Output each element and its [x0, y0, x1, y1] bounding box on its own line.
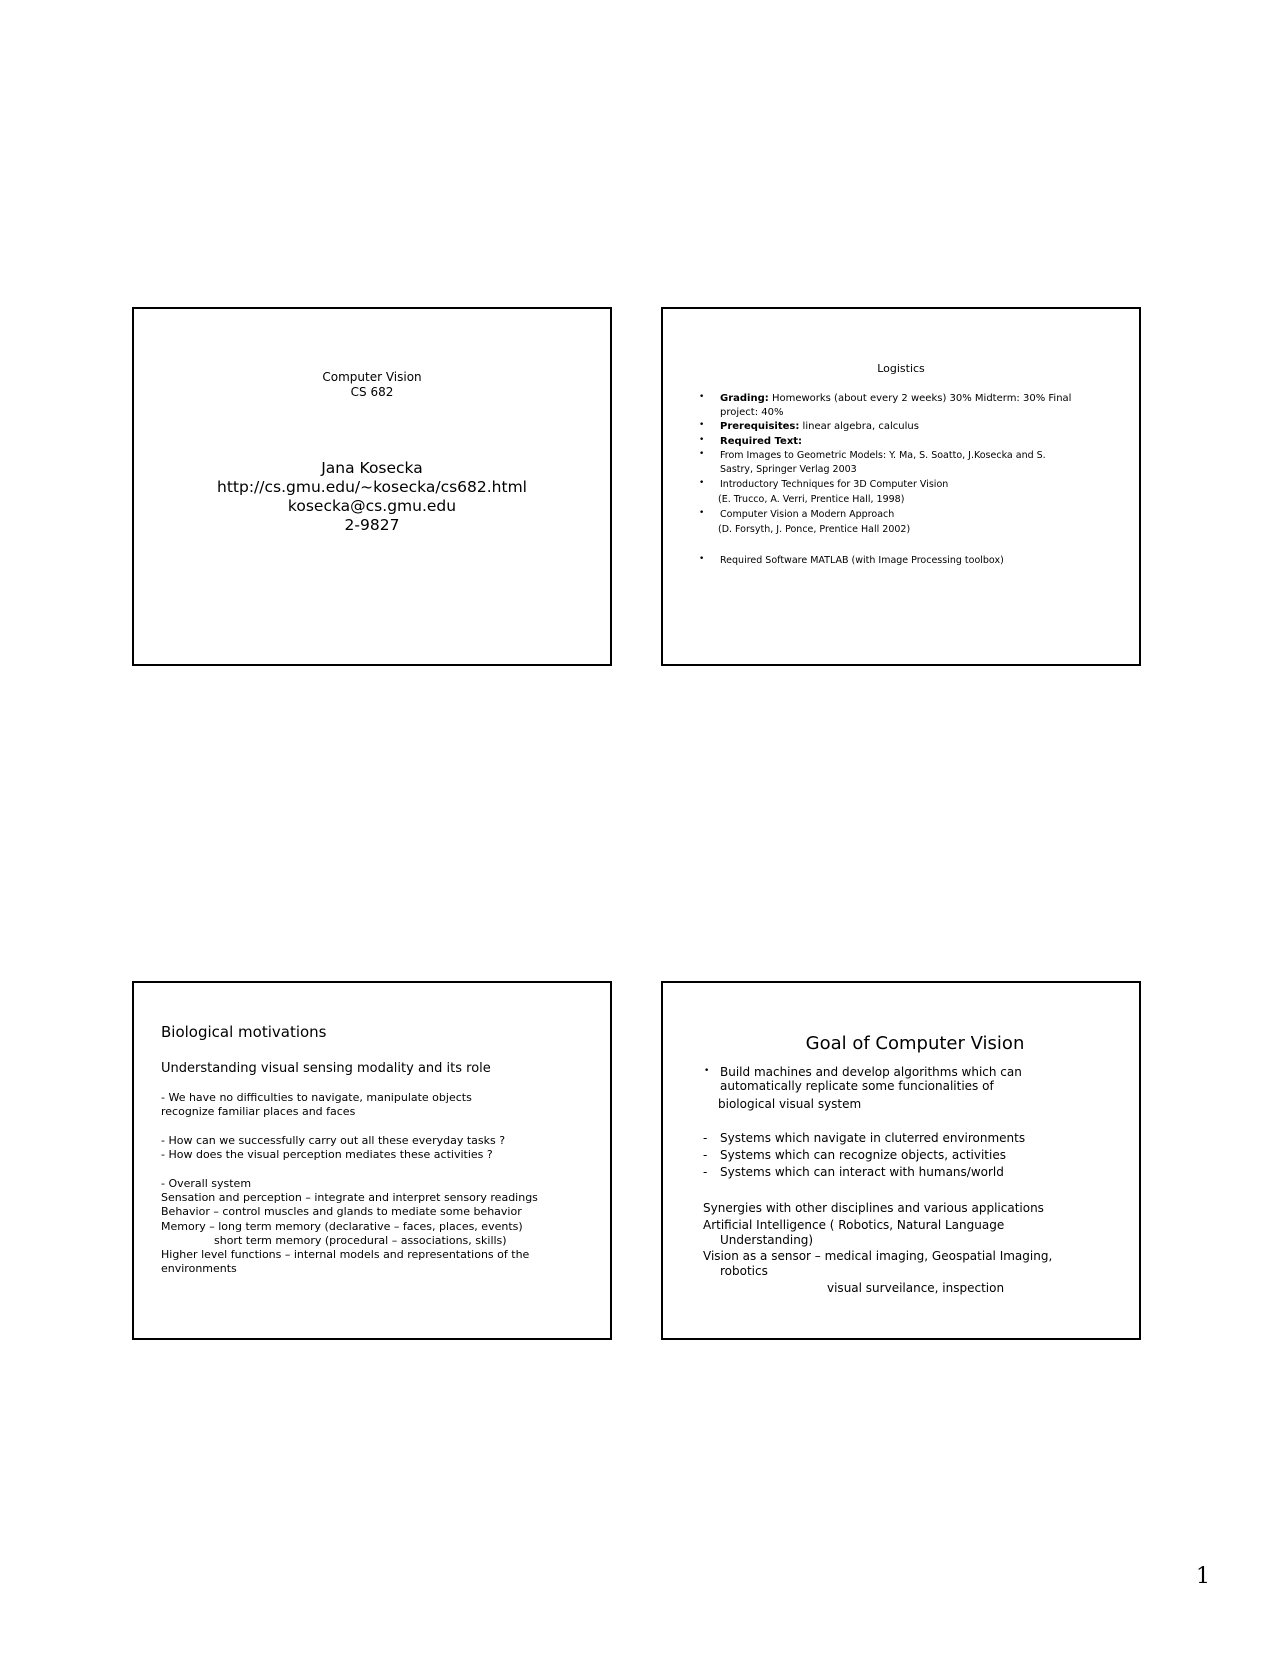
- slide-biological-motivations: [132, 981, 612, 1340]
- book1-line2: Sastry, Springer Verlag 2003: [720, 464, 857, 475]
- system-line: Systems which can interact with humans/world: [720, 1165, 1004, 1179]
- book3-line1: Computer Vision a Modern Approach: [720, 509, 895, 520]
- body-line: recognize familiar places and faces: [161, 1105, 356, 1118]
- body-line: - How does the visual perception mediates these activities ?: [161, 1148, 493, 1161]
- synergy-line: Artificial Intelligence ( Robotics, Natural Language: [703, 1218, 1005, 1232]
- bullet: •: [699, 449, 705, 459]
- goal-line: automatically replicate some funcionalities of: [720, 1079, 994, 1093]
- bullet: •: [699, 420, 705, 430]
- prereq-text: linear algebra, calculus: [802, 421, 919, 432]
- bullet: •: [699, 554, 705, 564]
- book2-line2: (E. Trucco, A. Verri, Prentice Hall, 1998): [718, 494, 905, 505]
- body-line: Sensation and perception – integrate and interpret sensory readings: [161, 1191, 538, 1204]
- synergy-line: Vision as a sensor – medical imaging, Geospatial Imaging,: [703, 1249, 1053, 1263]
- goal-line: Build machines and develop algorithms which can: [720, 1065, 1022, 1079]
- body-line: - We have no difficulties to navigate, manipulate objects: [161, 1091, 472, 1104]
- dash: -: [703, 1165, 708, 1179]
- course-url: http://cs.gmu.edu/~kosecka/cs682.html: [217, 478, 527, 496]
- software-line: Required Software MATLAB (with Image Processing toolbox): [720, 555, 1004, 566]
- dash: -: [703, 1131, 708, 1145]
- prereq-line: [720, 420, 919, 434]
- slide-logistics: [661, 307, 1141, 666]
- slide-heading: Goal of Computer Vision: [805, 1033, 1025, 1054]
- body-line: - Overall system: [161, 1177, 252, 1190]
- grading-text: Homeworks (about every 2 weeks) 30% Midterm: 30% Final: [771, 393, 1072, 404]
- slide-heading: Logistics: [877, 362, 925, 375]
- page-number: 1: [1196, 1564, 1210, 1589]
- book2-line1: Introductory Techniques for 3D Computer Vision: [720, 479, 949, 490]
- synergy-line: visual surveilance, inspection: [827, 1281, 1005, 1295]
- instructor-name: Jana Kosecka: [321, 459, 423, 477]
- bullet: •: [699, 392, 705, 402]
- body-line: environments: [161, 1262, 237, 1275]
- dash: -: [703, 1148, 708, 1162]
- course-title: Computer Vision: [322, 370, 422, 384]
- system-line: Systems which navigate in cluterred environments: [720, 1131, 1026, 1145]
- body-line: Memory – long term memory (declarative – faces, places, events): [161, 1220, 523, 1233]
- body-line: short term memory (procedural – associations, skills): [214, 1234, 507, 1247]
- slide-goal-of-computer-vision: [661, 981, 1141, 1340]
- course-code: CS 682: [350, 385, 394, 399]
- bullet: •: [699, 508, 705, 518]
- grading-label: Grading:: [720, 393, 769, 404]
- bullet: •: [699, 435, 705, 445]
- system-line: Systems which can recognize objects, activities: [720, 1148, 1006, 1162]
- slide-subtitle: Understanding visual sensing modality and its role: [161, 1061, 491, 1076]
- body-line: - How can we successfully carry out all these everyday tasks ?: [161, 1134, 506, 1147]
- body-line: Behavior – control muscles and glands to mediate some behavior: [161, 1205, 522, 1218]
- book3-line2: (D. Forsyth, J. Ponce, Prentice Hall 2002): [718, 524, 911, 535]
- slide-heading: Biological motivations: [161, 1023, 327, 1041]
- goal-line: biological visual system: [718, 1097, 862, 1111]
- required-text-label: Required Text:: [720, 436, 803, 447]
- slide-title: [132, 307, 612, 666]
- bullet: •: [699, 478, 705, 488]
- prereq-label: Prerequisites:: [720, 421, 800, 432]
- instructor-email: kosecka@cs.gmu.edu: [287, 497, 457, 515]
- grading-cont: project: 40%: [720, 407, 784, 418]
- synergy-line: Understanding): [720, 1233, 814, 1247]
- synergy-line: Synergies with other disciplines and various applications: [703, 1201, 1044, 1215]
- grading-line: [720, 392, 1071, 406]
- synergy-line: robotics: [720, 1264, 768, 1278]
- book1-line1: From Images to Geometric Models: Y. Ma, S. Soatto, J.Kosecka and S.: [720, 450, 1046, 461]
- body-line: Higher level functions – internal models and representations of the: [161, 1248, 530, 1261]
- bullet: •: [704, 1066, 710, 1076]
- instructor-phone: 2-9827: [344, 516, 400, 534]
